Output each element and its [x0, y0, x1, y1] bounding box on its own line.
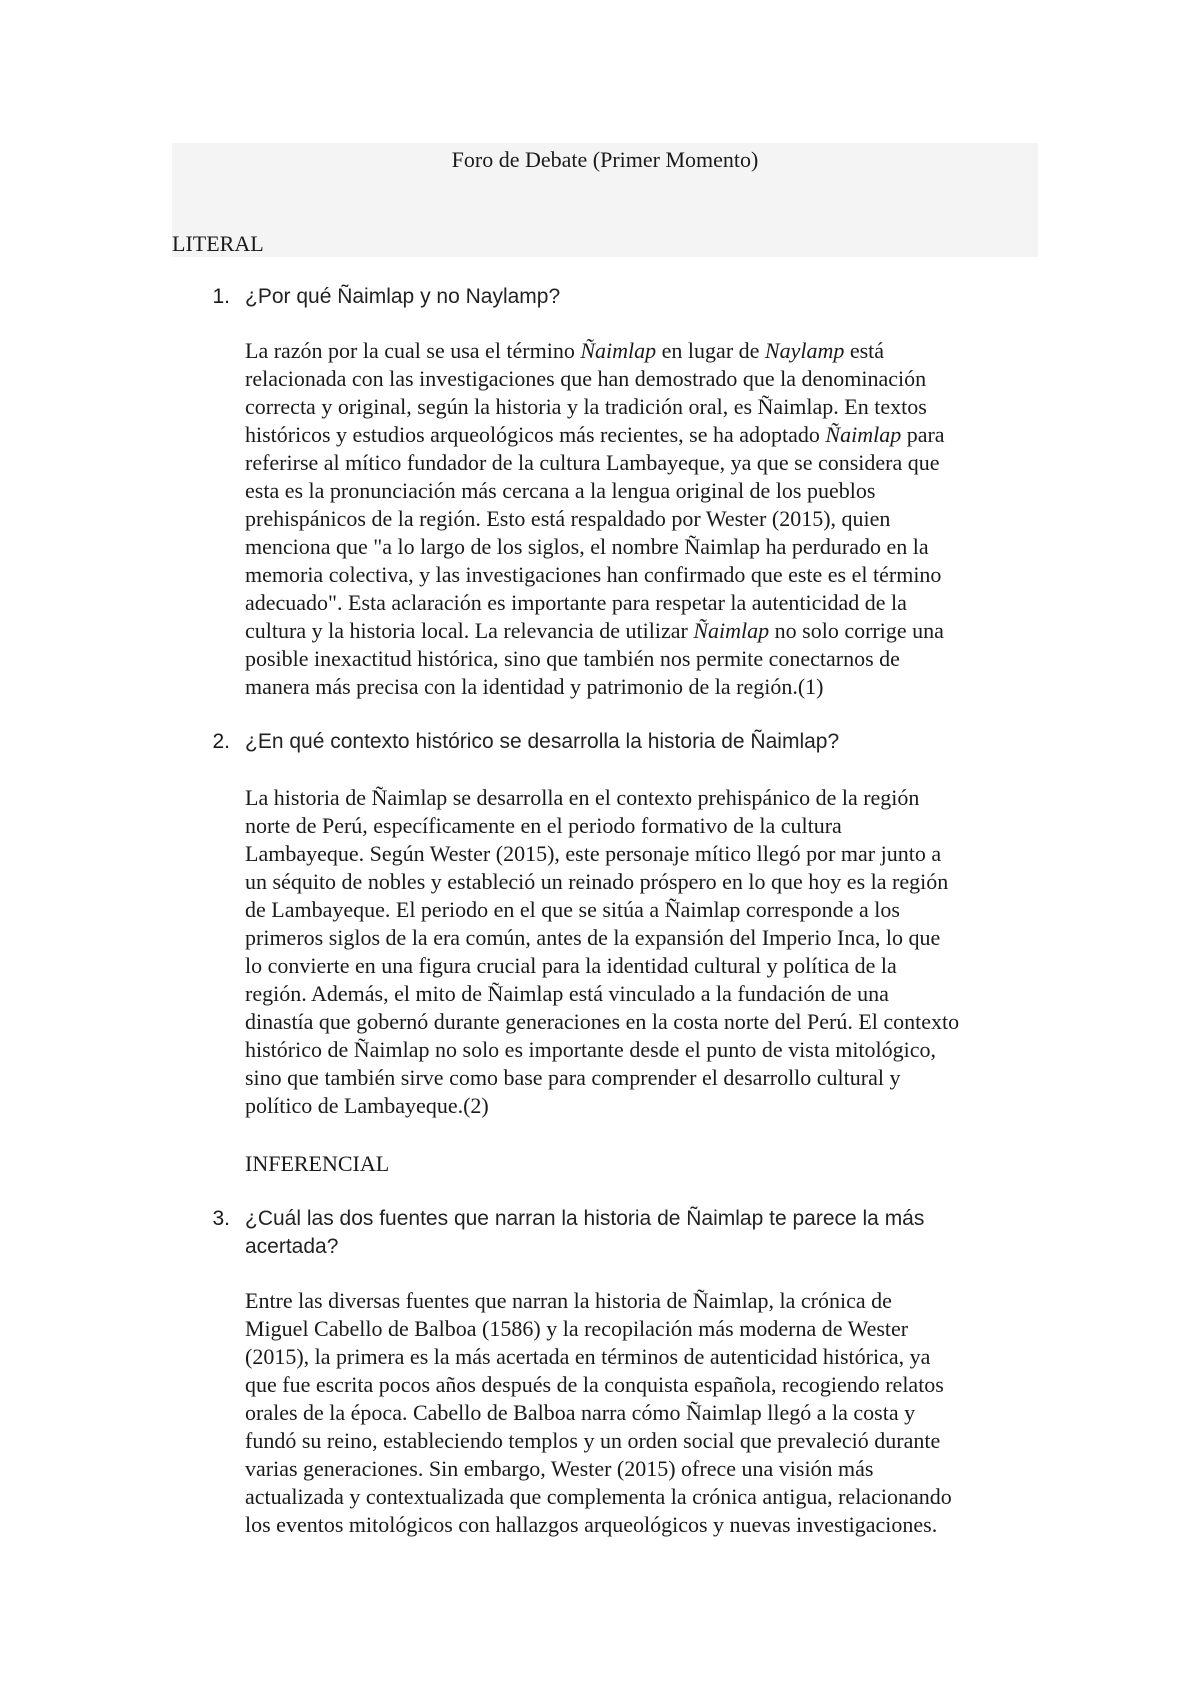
answer-line: de Lambayeque. El periodo en el que se sitúa a Ñaimlap corresponde a los	[245, 897, 900, 922]
answer-line: primeros siglos de la era común, antes de la expansión del Imperio Inca, lo que	[245, 925, 941, 950]
question-3	[245, 1205, 1045, 1261]
answer-1	[245, 337, 1045, 701]
answer-line: Entre las diversas fuentes que narran la historia de Ñaimlap, la crónica de	[245, 1288, 892, 1313]
answer-line: que fue escrita pocos años después de la conquista española, recogiendo relatos	[245, 1372, 944, 1397]
answer-line: región. Además, el mito de Ñaimlap está vinculado a la fundación de una	[245, 981, 889, 1006]
question-2: ¿En qué contexto histórico se desarrolla la historia de Ñaimlap?	[245, 730, 840, 753]
answer-line: menciona que "a lo largo de los siglos, el nombre Ñaimlap ha perdurado en la	[245, 534, 929, 559]
answer-line: político de Lambayeque.(2)	[245, 1093, 489, 1118]
answer-line: relacionada con las investigaciones que han demostrado que la denominación	[245, 366, 927, 391]
answer-2	[245, 784, 1045, 1120]
question-number: 2.	[212, 730, 230, 753]
answer-line: (2015), la primera es la más acertada en términos de autenticidad histórica, ya	[245, 1344, 931, 1369]
answer-line: histórico de Ñaimlap no solo es importante desde el punto de vista mitológico,	[245, 1037, 937, 1062]
answer-line: varias generaciones. Sin embargo, Wester (2015) ofrece una visión más	[245, 1456, 874, 1481]
question-3-line: ¿Cuál las dos fuentes que narran la historia de Ñaimlap te parece la más	[245, 1207, 925, 1230]
answer-line: manera más precisa con la identidad y patrimonio de la región.(1)	[245, 674, 824, 699]
document-title: Foro de Debate (Primer Momento)	[451, 147, 759, 172]
question-number: 1.	[212, 285, 230, 308]
answer-line: cultura y la historia local. La relevancia de utilizar Ñaimlap no solo corrige una	[245, 618, 944, 643]
answer-line: posible inexactitud histórica, sino que también nos permite conectarnos de	[245, 646, 900, 671]
answer-line: adecuado". Esta aclaración es importante para respetar la autenticidad de la	[245, 590, 907, 615]
answer-line: norte de Perú, específicamente en el periodo formativo de la cultura	[245, 813, 842, 838]
answer-line: fundó su reino, estableciendo templos y un orden social que prevaleció durante	[245, 1428, 941, 1453]
answer-line: sino que también sirve como base para comprender el desarrollo cultural y	[245, 1065, 901, 1090]
answer-line: esta es la pronunciación más cercana a la lengua original de los pueblos	[245, 478, 876, 503]
answer-line: históricos y estudios arqueológicos más recientes, se ha adoptado Ñaimlap para	[245, 422, 945, 447]
answer-line: actualizada y contextualizada que complementa la crónica antigua, relacionando	[245, 1484, 952, 1509]
answer-line: La historia de Ñaimlap se desarrolla en el contexto prehispánico de la región	[245, 785, 920, 810]
answer-line: un séquito de nobles y estableció un reinado próspero en lo que hoy es la región	[245, 869, 949, 894]
question-number: 3.	[212, 1207, 230, 1230]
answer-line: prehispánicos de la región. Esto está respaldado por Wester (2015), quien	[245, 506, 891, 531]
answer-line: correcta y original, según la historia y la tradición oral, es Ñaimlap. En textos	[245, 394, 927, 419]
answer-line: Miguel Cabello de Balboa (1586) y la recopilación más moderna de Wester	[245, 1316, 909, 1341]
answer-line: orales de la época. Cabello de Balboa narra cómo Ñaimlap llegó a la costa y	[245, 1400, 916, 1425]
section-label-inferencial: INFERENCIAL	[245, 1151, 390, 1176]
answer-line: lo convierte en una figura crucial para la identidad cultural y política de la	[245, 953, 897, 978]
answer-line: memoria colectiva, y las investigaciones han confirmado que este es el término	[245, 562, 942, 587]
question-1: ¿Por qué Ñaimlap y no Naylamp?	[245, 285, 561, 308]
answer-line: La razón por la cual se usa el término Ñaimlap en lugar de Naylamp está	[245, 338, 885, 363]
answer-line: Lambayeque. Según Wester (2015), este personaje mítico llegó por mar junto a	[245, 841, 942, 866]
question-3-line: acertada?	[245, 1235, 339, 1258]
section-label-literal: LITERAL	[172, 231, 264, 256]
answer-line: dinastía que gobernó durante generaciones en la costa norte del Perú. El contexto	[245, 1009, 960, 1034]
answer-line: los eventos mitológicos con hallazgos arqueológicos y nuevas investigaciones.	[245, 1512, 938, 1537]
answer-3	[245, 1287, 1045, 1539]
answer-line: referirse al mítico fundador de la cultura Lambayeque, ya que se considera que	[245, 450, 940, 475]
